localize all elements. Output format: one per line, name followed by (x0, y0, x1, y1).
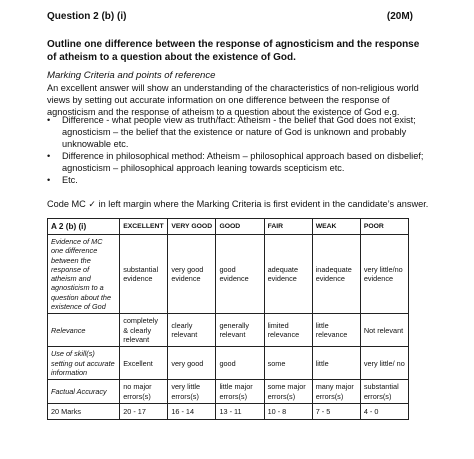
table-row (48, 235, 409, 314)
table-cell: some major errors(s) (264, 380, 312, 404)
table-cell: 16 - 14 (168, 404, 216, 420)
code-mc-note: Code MC ✓ in left margin where the Marking Criteria is first evident in the candidate’s answer. (47, 199, 429, 209)
marking-grid-table (47, 218, 409, 420)
table-cell: good evidence (216, 235, 264, 314)
header-cell: WEAK (312, 219, 360, 235)
bullet-text: Etc. (62, 175, 78, 185)
table-cell: substantial evidence (120, 235, 168, 314)
header-cell: VERY GOOD (168, 219, 216, 235)
table-cell: substantial errors(s) (360, 380, 408, 404)
table-cell: very little errors(s) (168, 380, 216, 404)
criterion-label: Relevance (48, 314, 120, 347)
table-header-row (48, 219, 409, 235)
table-row (48, 314, 409, 347)
question-title: Question 2 (b) (i) (47, 11, 127, 22)
table-cell: completely & clearly relevant (120, 314, 168, 347)
table-cell: clearly relevant (168, 314, 216, 347)
table-cell: Excellent (120, 347, 168, 380)
bullet-icon: • (47, 151, 51, 161)
table-cell: little major errors(s) (216, 380, 264, 404)
table-cell: some (264, 347, 312, 380)
table-cell: 10 - 8 (264, 404, 312, 420)
header-cell: EXCELLENT (120, 219, 168, 235)
list-item (47, 114, 433, 150)
criterion-label: Evidence of MC one difference between the response of atheism and agnosticism to a question about the existence of God (48, 235, 120, 314)
table-cell: generally relevant (216, 314, 264, 347)
table-cell: very good (168, 347, 216, 380)
table-cell: very little/ no (360, 347, 408, 380)
bullet-text: Difference in philosophical method: Atheism – philosophical approach based on disbelief; agnosticism – philosophical approach leaning towards scepticism etc. (62, 151, 424, 173)
header-cell: A 2 (b) (i) (48, 219, 120, 235)
table-cell: many major errors(s) (312, 380, 360, 404)
table-row (48, 380, 409, 404)
question-marks: (20M) (386, 11, 413, 22)
table-cell: very good evidence (168, 235, 216, 314)
table-cell: limited relevance (264, 314, 312, 347)
table-cell: 7 - 5 (312, 404, 360, 420)
criterion-label: Factual Accuracy (48, 380, 120, 404)
question-instruction: Outline one difference between the response of agnosticism and the response of atheism to a question about the existence of God. (47, 39, 420, 63)
table-cell: inadequate evidence (312, 235, 360, 314)
table-cell: very little/no evidence (360, 235, 408, 314)
table-cell: good (216, 347, 264, 380)
table-cell: adequate evidence (264, 235, 312, 314)
header-cell: POOR (360, 219, 408, 235)
bullet-icon: • (47, 115, 51, 125)
total-marks-label: 20 Marks (48, 404, 120, 420)
table-cell: little (312, 347, 360, 380)
list-item (47, 174, 433, 186)
table-cell: no major errors(s) (120, 380, 168, 404)
table-cell: 13 - 11 (216, 404, 264, 420)
table-cell: Not relevant (360, 314, 408, 347)
question-header (47, 11, 413, 22)
header-cell: FAIR (264, 219, 312, 235)
reference-points-list (47, 114, 433, 186)
bullet-text: Difference - what people view as truth/fact: Atheism - the belief that God does not exist; agnosticism – the belief that the existence or nature of God is unknown and probably unknowable etc. (62, 115, 416, 149)
table-cell: little relevance (312, 314, 360, 347)
header-cell: GOOD (216, 219, 264, 235)
table-row (48, 347, 409, 380)
table-row (48, 404, 409, 420)
table-cell: 20 - 17 (120, 404, 168, 420)
criteria-heading: Marking Criteria and points of reference (47, 70, 216, 81)
list-item (47, 150, 433, 174)
bullet-icon: • (47, 175, 51, 185)
table-cell: 4 - 0 (360, 404, 408, 420)
criterion-label: Use of skill(s) setting out accurate information (48, 347, 120, 380)
criteria-intro: An excellent answer will show an understanding of the characteristics of non-religious world views by setting out accurate information on one difference between the response of agnosticism and the response of atheism to a question about the existence of God e.g. (47, 83, 419, 117)
